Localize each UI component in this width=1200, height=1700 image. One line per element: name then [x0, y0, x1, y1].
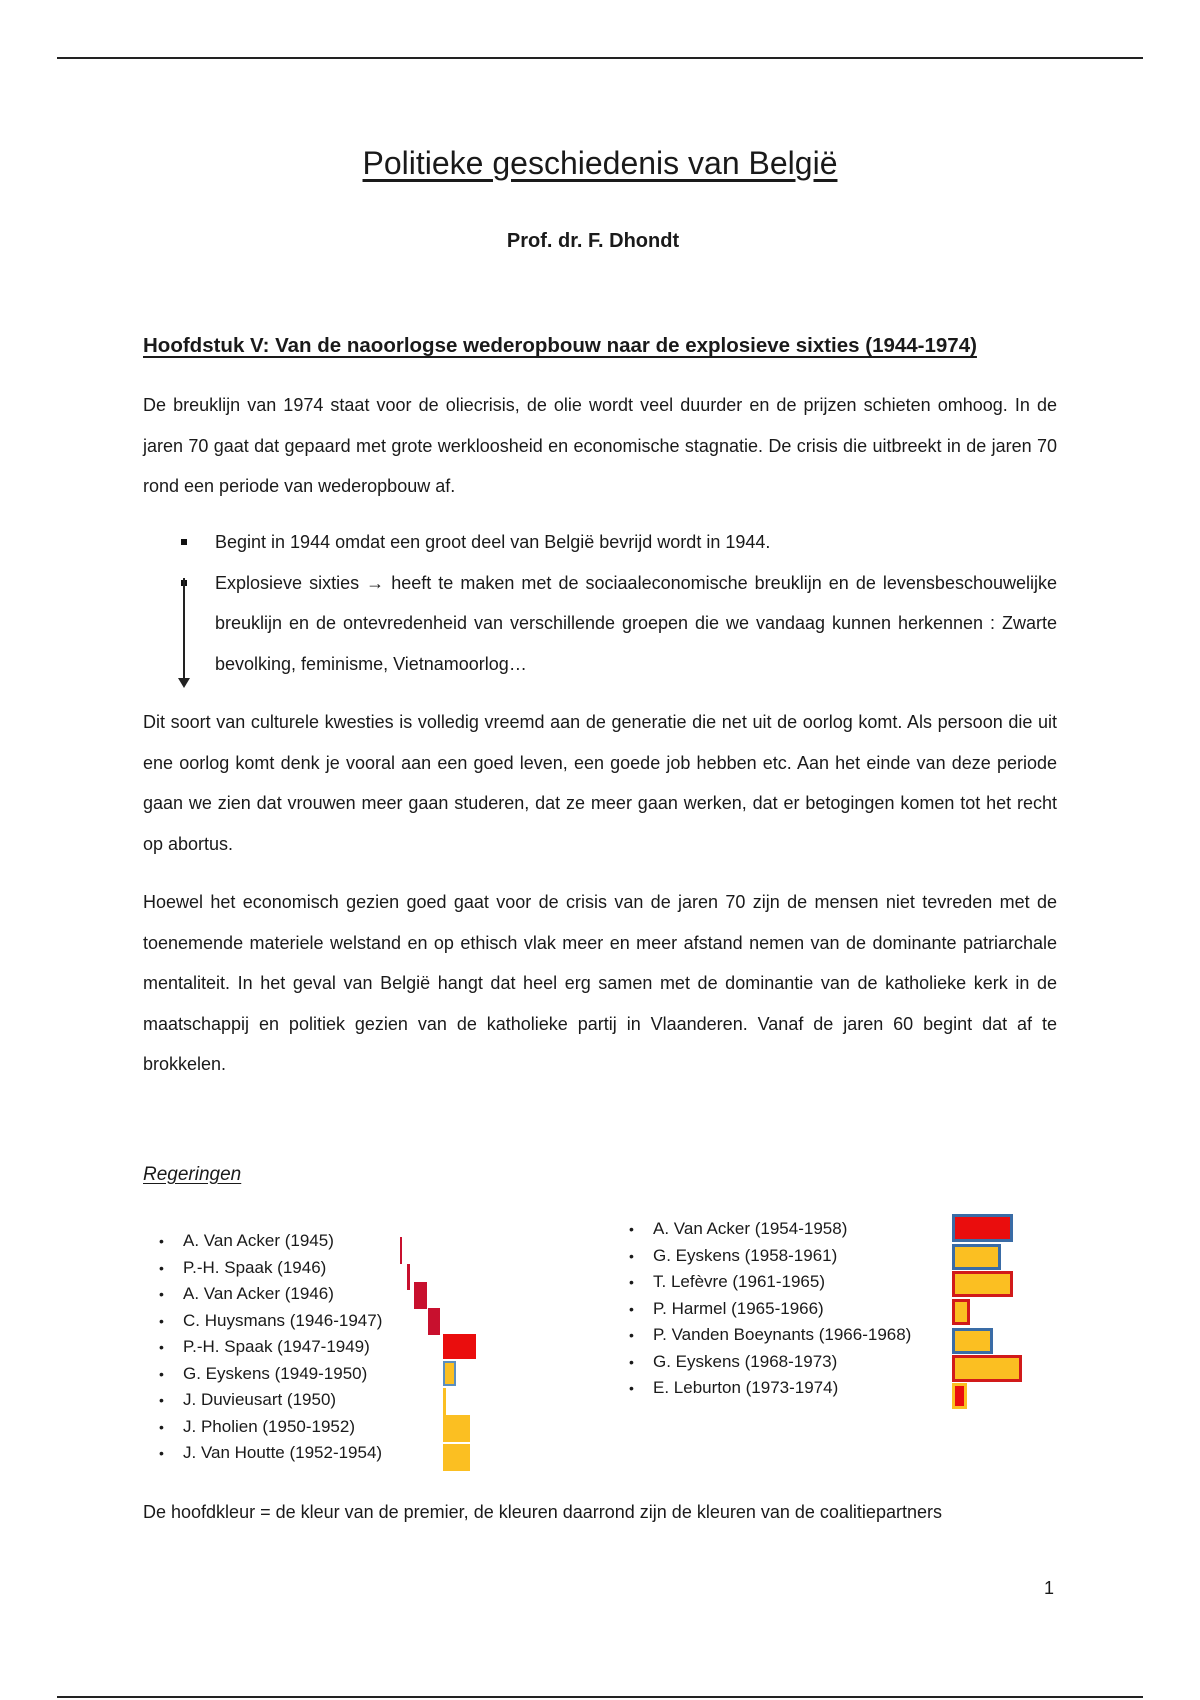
government-item: • P.-H. Spaak (1946)	[146, 1255, 382, 1282]
government-bar	[443, 1415, 470, 1442]
color-legend-note: De hoofdkleur = de kleur van de premier, de kleuren daarrond zijn de kleuren van de coalitiepartners	[143, 1502, 942, 1522]
government-bar	[407, 1264, 410, 1290]
government-bar	[428, 1308, 440, 1335]
chapter-heading: Hoofdstuk V: Van de naoorlogse wederopbouw naar de explosieve sixties (1944-1974)	[143, 334, 977, 357]
government-bar	[414, 1282, 427, 1309]
governments-list-left	[146, 1228, 382, 1467]
document-title: Politieke geschiedenis van België	[362, 145, 838, 181]
page-number: 1	[1044, 1578, 1055, 1598]
bullet-list	[143, 522, 1057, 684]
governments-list-right	[616, 1216, 911, 1402]
government-bar	[952, 1244, 1001, 1270]
government-bar	[400, 1237, 402, 1264]
government-item: • P. Harmel (1965-1966)	[616, 1296, 911, 1323]
bullet-item	[143, 522, 1057, 563]
government-item: • E. Leburton (1973-1974)	[616, 1375, 911, 1402]
government-item: • J. Van Houtte (1952-1954)	[146, 1440, 382, 1467]
economy-paragraph: Hoewel het economisch gezien goed gaat voor de crisis van de jaren 70 zijn de mensen niet tevreden met de toenemende materiele welstand en op ethisch vlak meer en meer afstand nemen van de dominante patriarchale mentaliteit. In het geval van België hangt dat heel erg samen met de dominantie van de katholieke kerk in de maatschappij en politiek gezien van de katholieke partij in Vlaanderen. Vanaf de jaren 60 begint dat af te brokkelen.	[143, 892, 1057, 1074]
intro-paragraph: De breuklijn van 1974 staat voor de oliecrisis, de olie wordt veel duurder en de prijzen schieten omhoog. In de jaren 70 gaat dat gepaard met grote werkloosheid en economische stagnatie. De crisis die uitbreekt in de jaren 70 rond een periode van wederopbouw af.	[143, 395, 1057, 496]
header-rule	[57, 57, 1143, 59]
footer-rule	[57, 1696, 1143, 1698]
government-item: • A. Van Acker (1945)	[146, 1228, 382, 1255]
government-item: • T. Lefèvre (1961-1965)	[616, 1269, 911, 1296]
bullet-square-icon	[181, 539, 187, 545]
government-bar	[443, 1334, 476, 1359]
government-item: • P.-H. Spaak (1947-1949)	[146, 1334, 382, 1361]
government-bar	[443, 1388, 446, 1415]
section-title: Regeringen	[143, 1164, 242, 1185]
bullet-text: Begint in 1944 omdat een groot deel van België bevrijd wordt in 1944.	[215, 532, 771, 552]
government-item: • J. Pholien (1950-1952)	[146, 1414, 382, 1441]
government-bar	[952, 1299, 970, 1325]
government-item: • A. Van Acker (1954-1958)	[616, 1216, 911, 1243]
government-item: • G. Eyskens (1958-1961)	[616, 1243, 911, 1270]
government-bar	[443, 1444, 470, 1471]
government-bar	[952, 1355, 1022, 1382]
down-arrow-icon	[183, 578, 185, 679]
bullet-text: Explosieve sixties → heeft te maken met de sociaaleconomische breuklijn en de levensbeschouwelijke breuklijn en de ontevredenheid van verschillende groepen die we vandaag kunnen herkennen : Zwarte bevolking, feminisme, Vietnamoorlog…	[215, 572, 1057, 674]
government-bar	[952, 1383, 967, 1409]
government-bar	[952, 1271, 1013, 1297]
government-item: • J. Duvieusart (1950)	[146, 1387, 382, 1414]
government-item: • P. Vanden Boeynants (1966-1968)	[616, 1322, 911, 1349]
government-bar	[443, 1361, 456, 1386]
government-item: • G. Eyskens (1968-1973)	[616, 1349, 911, 1376]
government-item: • A. Van Acker (1946)	[146, 1281, 382, 1308]
government-item: • G. Eyskens (1949-1950)	[146, 1361, 382, 1388]
government-item: • C. Huysmans (1946-1947)	[146, 1308, 382, 1335]
bullet-item	[143, 563, 1057, 685]
author-name: Prof. dr. F. Dhondt	[506, 230, 680, 252]
government-bar	[952, 1214, 1013, 1242]
culture-paragraph: Dit soort van culturele kwesties is volledig vreemd aan de generatie die net uit de oorlog komt. Als persoon die uit ene oorlog komt denk je vooral aan een goed leven, een goede job hebben etc. Aan het einde van deze periode gaan we zien dat vrouwen meer gaan studeren, dat ze meer gaan werken, dat er betogingen komen tot het recht op abortus.	[143, 712, 1057, 854]
government-bar	[952, 1328, 993, 1354]
